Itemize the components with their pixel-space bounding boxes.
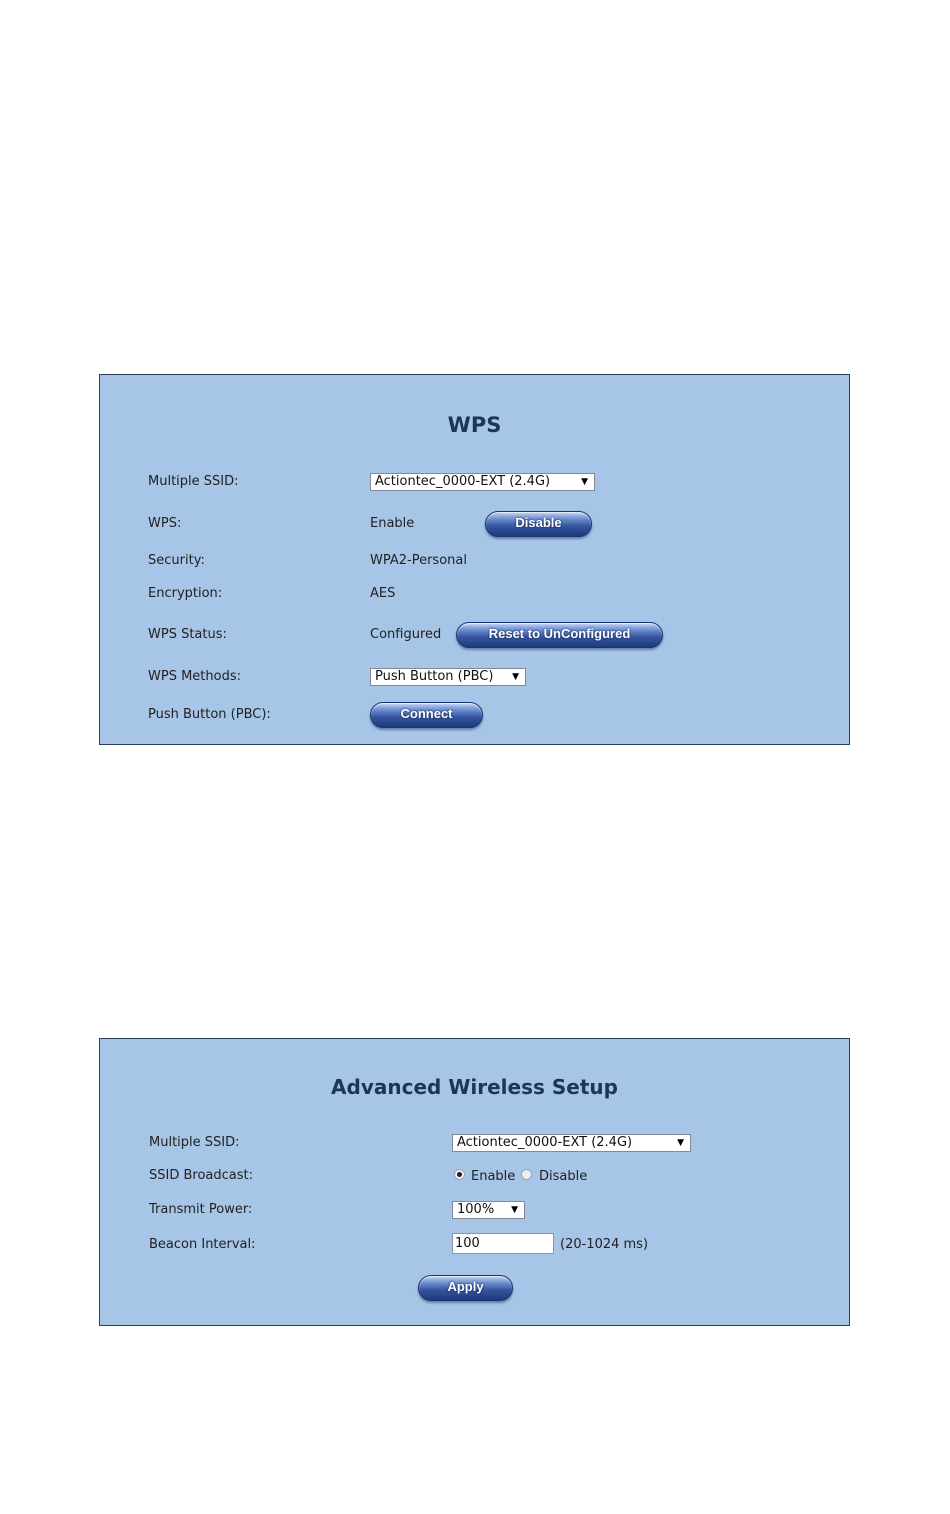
reset-to-unconfigured-button[interactable]: Reset to UnConfigured (456, 622, 663, 648)
beacon-interval-label: Beacon Interval: (149, 1237, 256, 1252)
transmit-power-select[interactable] (452, 1201, 525, 1219)
ssid-broadcast-enable-radio[interactable] (454, 1169, 465, 1180)
apply-button[interactable]: Apply (418, 1275, 513, 1301)
wps-panel (99, 374, 850, 745)
disable-button[interactable]: Disable (485, 511, 592, 537)
advanced-wireless-panel (99, 1038, 850, 1326)
encryption-label: Encryption: (148, 586, 223, 601)
wps-title: WPS (447, 413, 502, 437)
beacon-interval-input[interactable]: 100 (452, 1233, 554, 1254)
ssid-broadcast-enable-label: Enable (471, 1169, 516, 1184)
wps-label: WPS: (148, 516, 182, 531)
ssid-broadcast-label: SSID Broadcast: (149, 1168, 253, 1183)
security-value: WPA2-Personal (370, 553, 467, 568)
encryption-value: AES (370, 586, 396, 601)
wps-methods-label: WPS Methods: (148, 669, 241, 684)
wps-status-value: Configured (370, 627, 442, 642)
chevron-down-icon: ▼ (581, 477, 588, 487)
connect-button[interactable]: Connect (370, 702, 483, 728)
ssid-broadcast-disable-label: Disable (539, 1169, 588, 1184)
ssid-broadcast-disable-radio[interactable] (521, 1169, 532, 1180)
advanced-title: Advanced Wireless Setup (331, 1075, 618, 1099)
transmit-power-value: 100% (457, 1202, 495, 1217)
chevron-down-icon: ▼ (512, 672, 519, 682)
wps-state-value: Enable (370, 516, 415, 531)
chevron-down-icon: ▼ (511, 1205, 518, 1215)
transmit-power-label: Transmit Power: (149, 1202, 253, 1217)
adv-multiple-ssid-select[interactable] (452, 1134, 691, 1152)
multiple-ssid-select[interactable] (370, 473, 595, 491)
chevron-down-icon: ▼ (677, 1138, 684, 1148)
wps-status-label: WPS Status: (148, 627, 227, 642)
beacon-interval-range: (20-1024 ms) (560, 1237, 649, 1252)
adv-multiple-ssid-label: Multiple SSID: (149, 1135, 240, 1150)
wps-methods-value: Push Button (PBC) (375, 669, 494, 684)
multiple-ssid-label: Multiple SSID: (148, 474, 239, 489)
adv-multiple-ssid-value: Actiontec_0000-EXT (2.4G) (457, 1135, 633, 1150)
push-button-label: Push Button (PBC): (148, 707, 271, 722)
multiple-ssid-value: Actiontec_0000-EXT (2.4G) (375, 474, 551, 489)
security-label: Security: (148, 553, 205, 568)
wps-methods-select[interactable] (370, 668, 526, 686)
